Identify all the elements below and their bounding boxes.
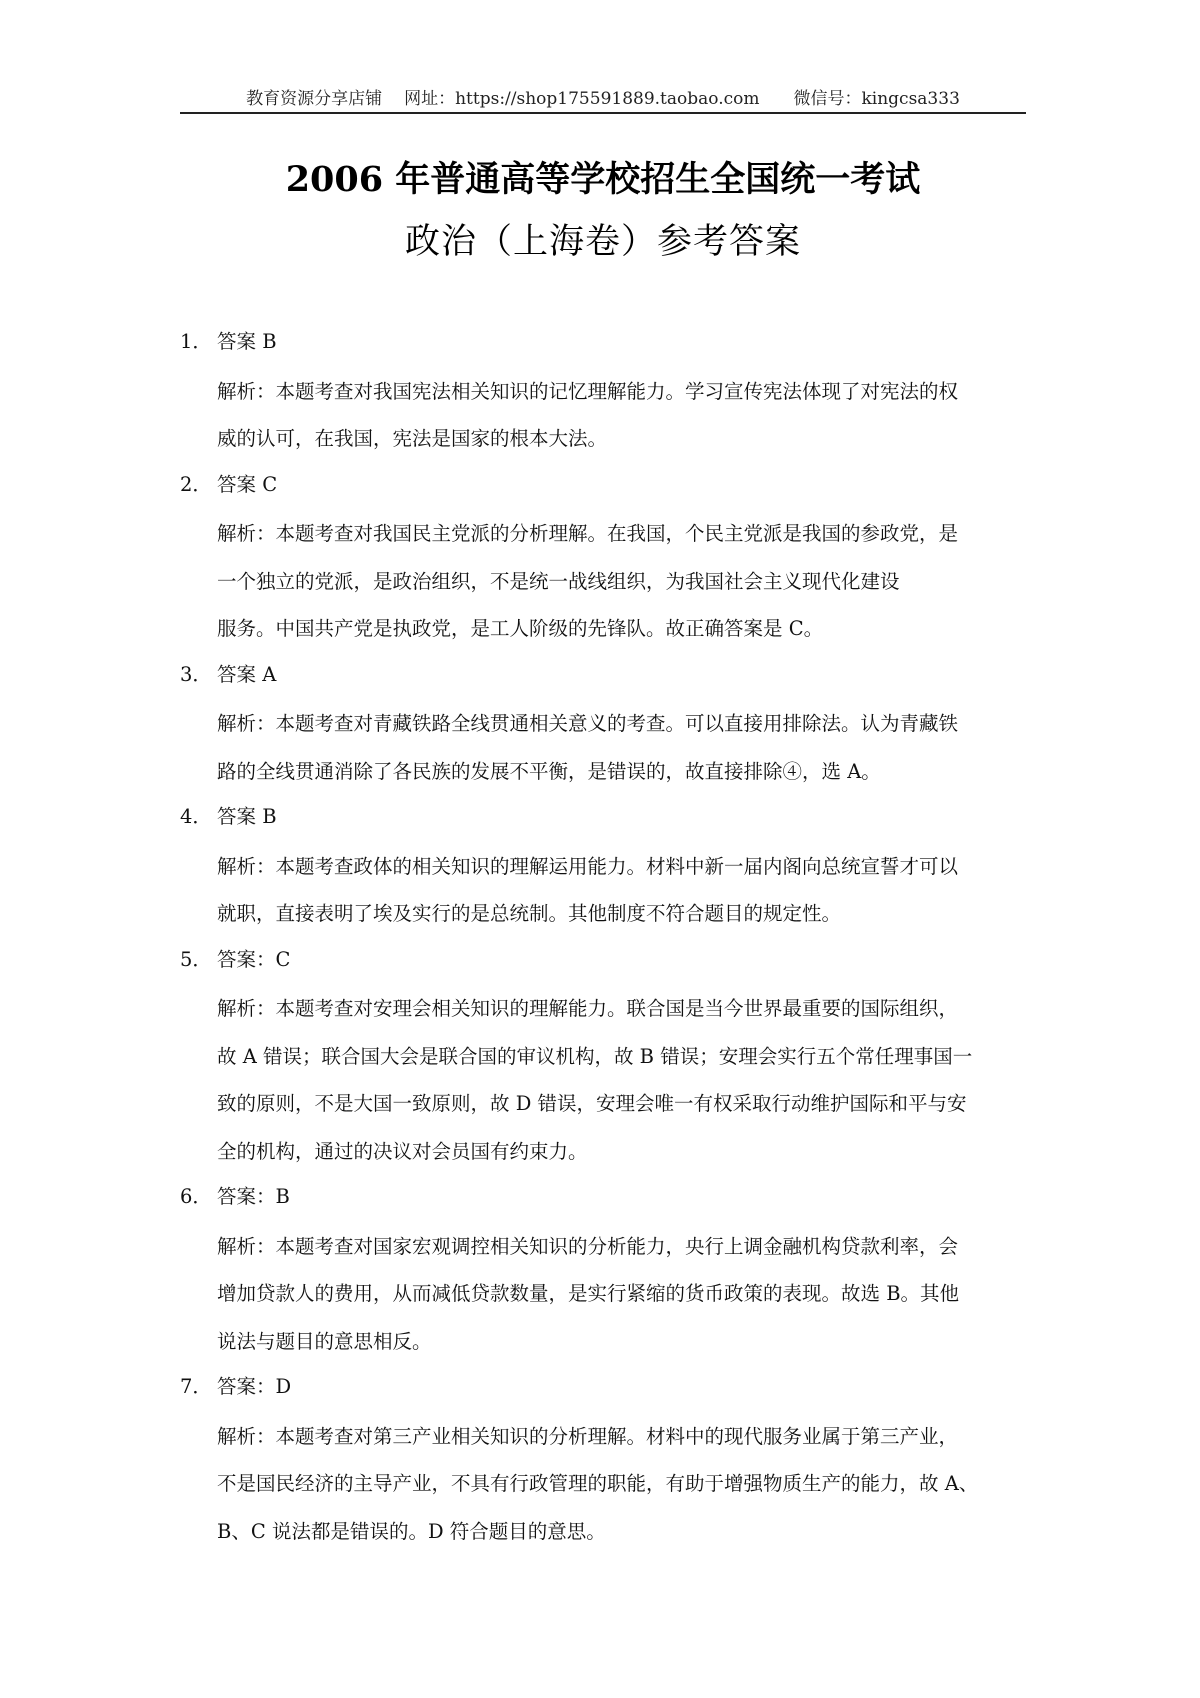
answer-number: 6． [180,1185,212,1208]
explanation-line: 一个独立的党派，是政治组织，不是统一战线组织，为我国社会主义现代化建设 [217,569,900,593]
explanation-line: B、C 说法都是错误的。D 符合题目的意思。 [217,1519,606,1543]
answer-heading [180,326,1026,374]
explanation-line: 就职，直接表明了埃及实行的是总统制。其他制度不符合题目的规定性。 [217,902,842,925]
answer-explanation [217,991,1026,1181]
answer-number: 5． [180,947,212,971]
answer-number: 7． [180,1375,212,1398]
answer-label: 答案：B [217,1185,290,1208]
document-title: 2006 年普通高等学校招生全国统一考试 [285,159,921,200]
explanation-line: 解析：本题考查对我国宪法相关知识的记忆理解能力。学习宣传宪法体现了对宪法的权 [217,379,959,403]
answer-explanation [217,516,1026,659]
answer-explanation [217,849,1026,944]
answer-heading [180,469,1026,517]
explanation-line: 解析：本题考查政体的相关知识的理解运用能力。材料中新一届内阁向总统宣誓才可以 [217,854,959,878]
answer-item [180,801,1026,944]
explanation-line: 解析：本题考查对青藏铁路全线贯通相关意义的考查。可以直接用排除法。认为青藏铁 [217,712,959,735]
explanation-line: 不是国民经济的主导产业，不具有行政管理的职能，有助于增强物质生产的能力，故 A、 [217,1472,979,1495]
answer-list [180,326,1026,1561]
explanation-line: 故 A 错误；联合国大会是联合国的审议机构，故 B 错误；安理会实行五个常任理事国一 [217,1044,973,1068]
answer-label: 答案 C [217,472,278,496]
header-shop-name: 教育资源分享店铺 [246,89,383,109]
answer-item [180,944,1026,1182]
explanation-line: 解析：本题考查对我国民主党派的分析理解。在我国，个民主党派是我国的参政党，是 [217,522,959,545]
header-wechat: 微信号：kingcsa333 [793,89,960,109]
answer-label: 答案 B [217,330,277,353]
answer-label: 答案 B [217,805,277,828]
header-divider [180,112,1026,114]
answer-explanation [217,1419,1026,1562]
answer-explanation [217,374,1026,469]
explanation-line: 说法与题目的意思相反。 [217,1329,432,1353]
answer-heading [180,801,1026,849]
answer-number: 4． [180,805,212,828]
answer-explanation [217,1229,1026,1372]
answer-heading [180,944,1026,992]
answer-number: 1． [180,330,212,353]
explanation-line: 全的机构，通过的决议对会员国有约束力。 [217,1139,588,1163]
header-url: 网址：https://shop175591889.taobao.com [404,89,760,109]
explanation-line: 解析：本题考查对国家宏观调控相关知识的分析能力，央行上调金融机构贷款利率，会 [217,1234,959,1258]
answer-item [180,469,1026,659]
answer-label: 答案：D [217,1375,292,1398]
answer-heading [180,1371,1026,1419]
explanation-line: 路的全线贯通消除了各民族的发展不平衡，是错误的，故直接排除④，选 A。 [217,759,881,783]
document-subtitle: 政治（上海卷）参考答案 [404,222,801,262]
page-header [180,84,1026,114]
answer-item [180,659,1026,802]
explanation-line: 解析：本题考查对安理会相关知识的理解能力。联合国是当今世界最重要的国际组织， [217,997,959,1020]
answer-number: 2． [180,472,212,496]
answer-item [180,1371,1026,1561]
explanation-line: 解析：本题考查对第三产业相关知识的分析理解。材料中的现代服务业属于第三产业， [217,1424,959,1448]
answer-label: 答案 A [217,662,277,686]
explanation-line: 增加贷款人的费用，从而减低贷款数量，是实行紧缩的货币政策的表现。故选 B。其他 [217,1282,960,1305]
answer-heading [180,659,1026,707]
answer-label: 答案：C [217,947,291,971]
answer-item [180,1181,1026,1371]
answer-item [180,326,1026,469]
answer-heading [180,1181,1026,1229]
explanation-line: 服务。中国共产党是执政党，是工人阶级的先锋队。故正确答案是 C。 [217,617,824,640]
answer-number: 3． [180,662,212,686]
explanation-line: 威的认可，在我国，宪法是国家的根本大法。 [217,427,608,450]
answer-explanation [217,706,1026,801]
explanation-line: 致的原则，不是大国一致原则，故 D 错误，安理会唯一有权采取行动维护国际和平与安 [217,1092,967,1115]
